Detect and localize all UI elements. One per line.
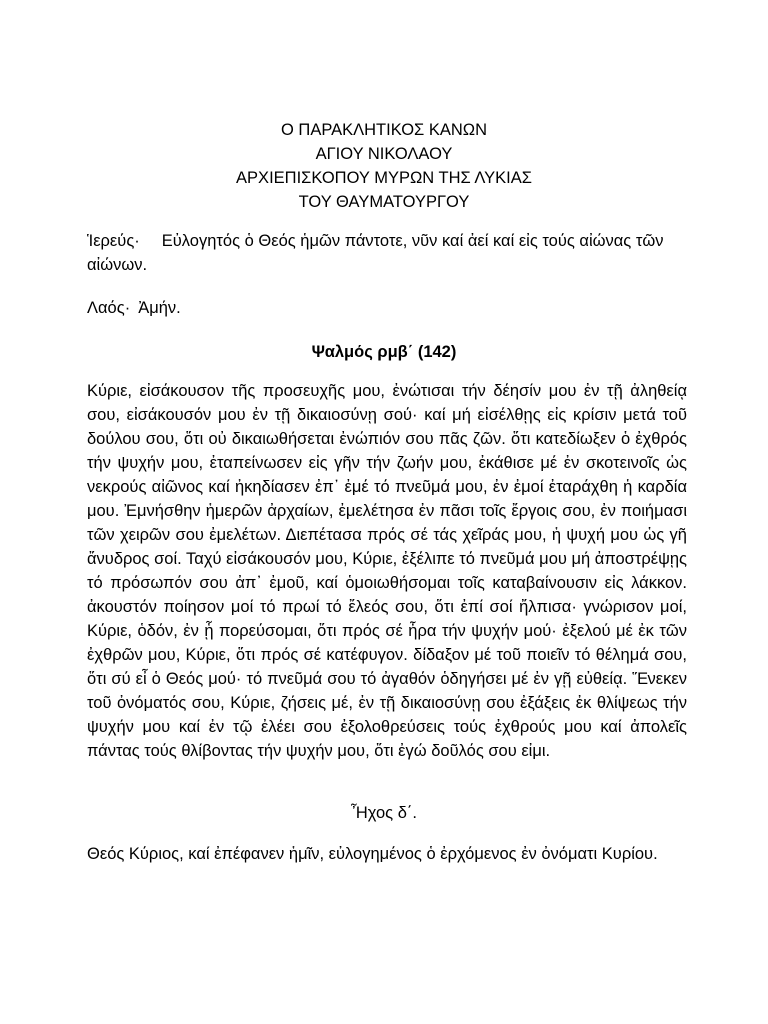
closing-verse: Θεός Κύριος, καί ἐπέφανεν ἡμῖν, εὐλογημένος ὁ ἐρχόμενος ἐν ὀνόματι Κυρίου. — [87, 845, 658, 863]
response-text: Ἀμήν. — [138, 299, 181, 317]
title-line: ΑΓΙΟΥ ΝΙΚΟΛΑΟΥ — [315, 145, 453, 163]
tone-label: Ἦχος δ΄. — [351, 804, 417, 822]
document-title — [0, 118, 768, 214]
speaker-label: Λαός· — [87, 299, 131, 317]
title-line: ΑΡΧΙΕΠΙΣΚΟΠΟΥ ΜΥΡΩΝ ΤΗΣ ΛΥΚΙΑΣ — [236, 169, 532, 187]
blessing-text: Εὐλογητός ὁ Θεός ἡμῶν πάντοτε, νῦν καί ἀεί καί εἰς τούς αἰώνας τῶν αἰώνων. — [87, 232, 664, 274]
psalm-heading: Ψαλμός ρμβ΄ (142) — [311, 343, 457, 361]
people-response — [87, 296, 687, 320]
title-line: ΤΟΥ ΘΑΥΜΑΤΟΥΡΓΟΥ — [298, 193, 470, 211]
title-line: Ο ΠΑΡΑΚΛΗΤΙΚΟΣ ΚΑΝΩΝ — [280, 121, 488, 139]
speaker-label: Ἱερεύς· — [87, 232, 140, 250]
priest-blessing — [87, 229, 687, 277]
psalm-text: Κύριε, εἰσάκουσον τῆς προσευχῆς μου, ἐνώτισαι τήν δέησίν μου ἐν τῇ ἀληθείᾳ σου, εἰσάκουσόν μου ἐν τῇ δικαιοσύνῃ σού· καί μή εἰσέλθῃς εἰς κρίσιν μετά τοῦ δούλου σου, ὅτι οὐ δικαιωθήσεται ἐνώπιόν σου πᾶς ζῶν. ὅτι κατεδίωξεν ὁ ἐχθρός τήν ψυχήν μου, ἐταπείνωσεν εἰς γῆν τήν ζωήν μου, ἐκάθισε μέ ἐν σκοτεινοῖς ὡς νεκρούς αἰῶνος καί ἠκηδίασεν ἐπ᾿ ἐμέ τό πνεῦμά μου, ἐν ἐμοί ἐταράχθη ἡ καρδία μου. Ἐμνήσθην ἡμερῶν ἀρχαίων, ἐμελέτησα ἐν πᾶσι τοῖς ἔργοις σου, ἐν ποιήμασι τῶν χειρῶν σου ἐμελέτων. Διεπέτασα πρός σέ τάς χεῖράς μου, ἡ ψυχή μου ὡς γῆ ἄνυδρος σοί. Ταχύ εἰσάκουσόν μου, Κύριε, ἐξέλιπε τό πνεῦμά μου μή ἀποστρέψῃς τό πρόσωπόν σου ἀπ᾿ ἐμοῦ, καί ὁμοιωθήσομαι τοῖς καταβαίνουσιν εἰς λάκκον. ἀκουστόν ποίησον μοί τό πρωί τό ἔλεός σου, ὅτι ἐπί σοί ἤλπισα· γνώρισον μοί, Κύριε, ὁδόν, ἐν ᾗ πορεύσομαι, ὅτι πρός σέ ἦρα τήν ψυχήν μού· ἐξελού μέ ἐκ τῶν ἐχθρῶν μου, Κύριε, ὅτι πρός σέ κατέφυγον. δίδαξον μέ τοῦ ποιεῖν τό θέλημά σου, ὅτι σύ εἶ ὁ Θεός μού· τό πνεῦμά σου τό ἀγαθόν ὁδηγήσει μέ ἐν γῇ εὐθείᾳ. Ἕνεκεν τοῦ ὀνόματός σου, Κύριε, ζήσεις μέ, ἐν τῇ δικαιοσύνῃ σου ἐξάξεις ἐκ θλίψεως τήν ψυχήν μου καί ἐν τῷ ἐλέει σου ἐξολοθρεύσεις τούς ἐχθρούς μου καί ἀπολεῖς πάντας τούς θλίβοντας τήν ψυχήν μου, ὅτι ἐγώ δοῦλός σου εἰμι. — [87, 382, 687, 760]
